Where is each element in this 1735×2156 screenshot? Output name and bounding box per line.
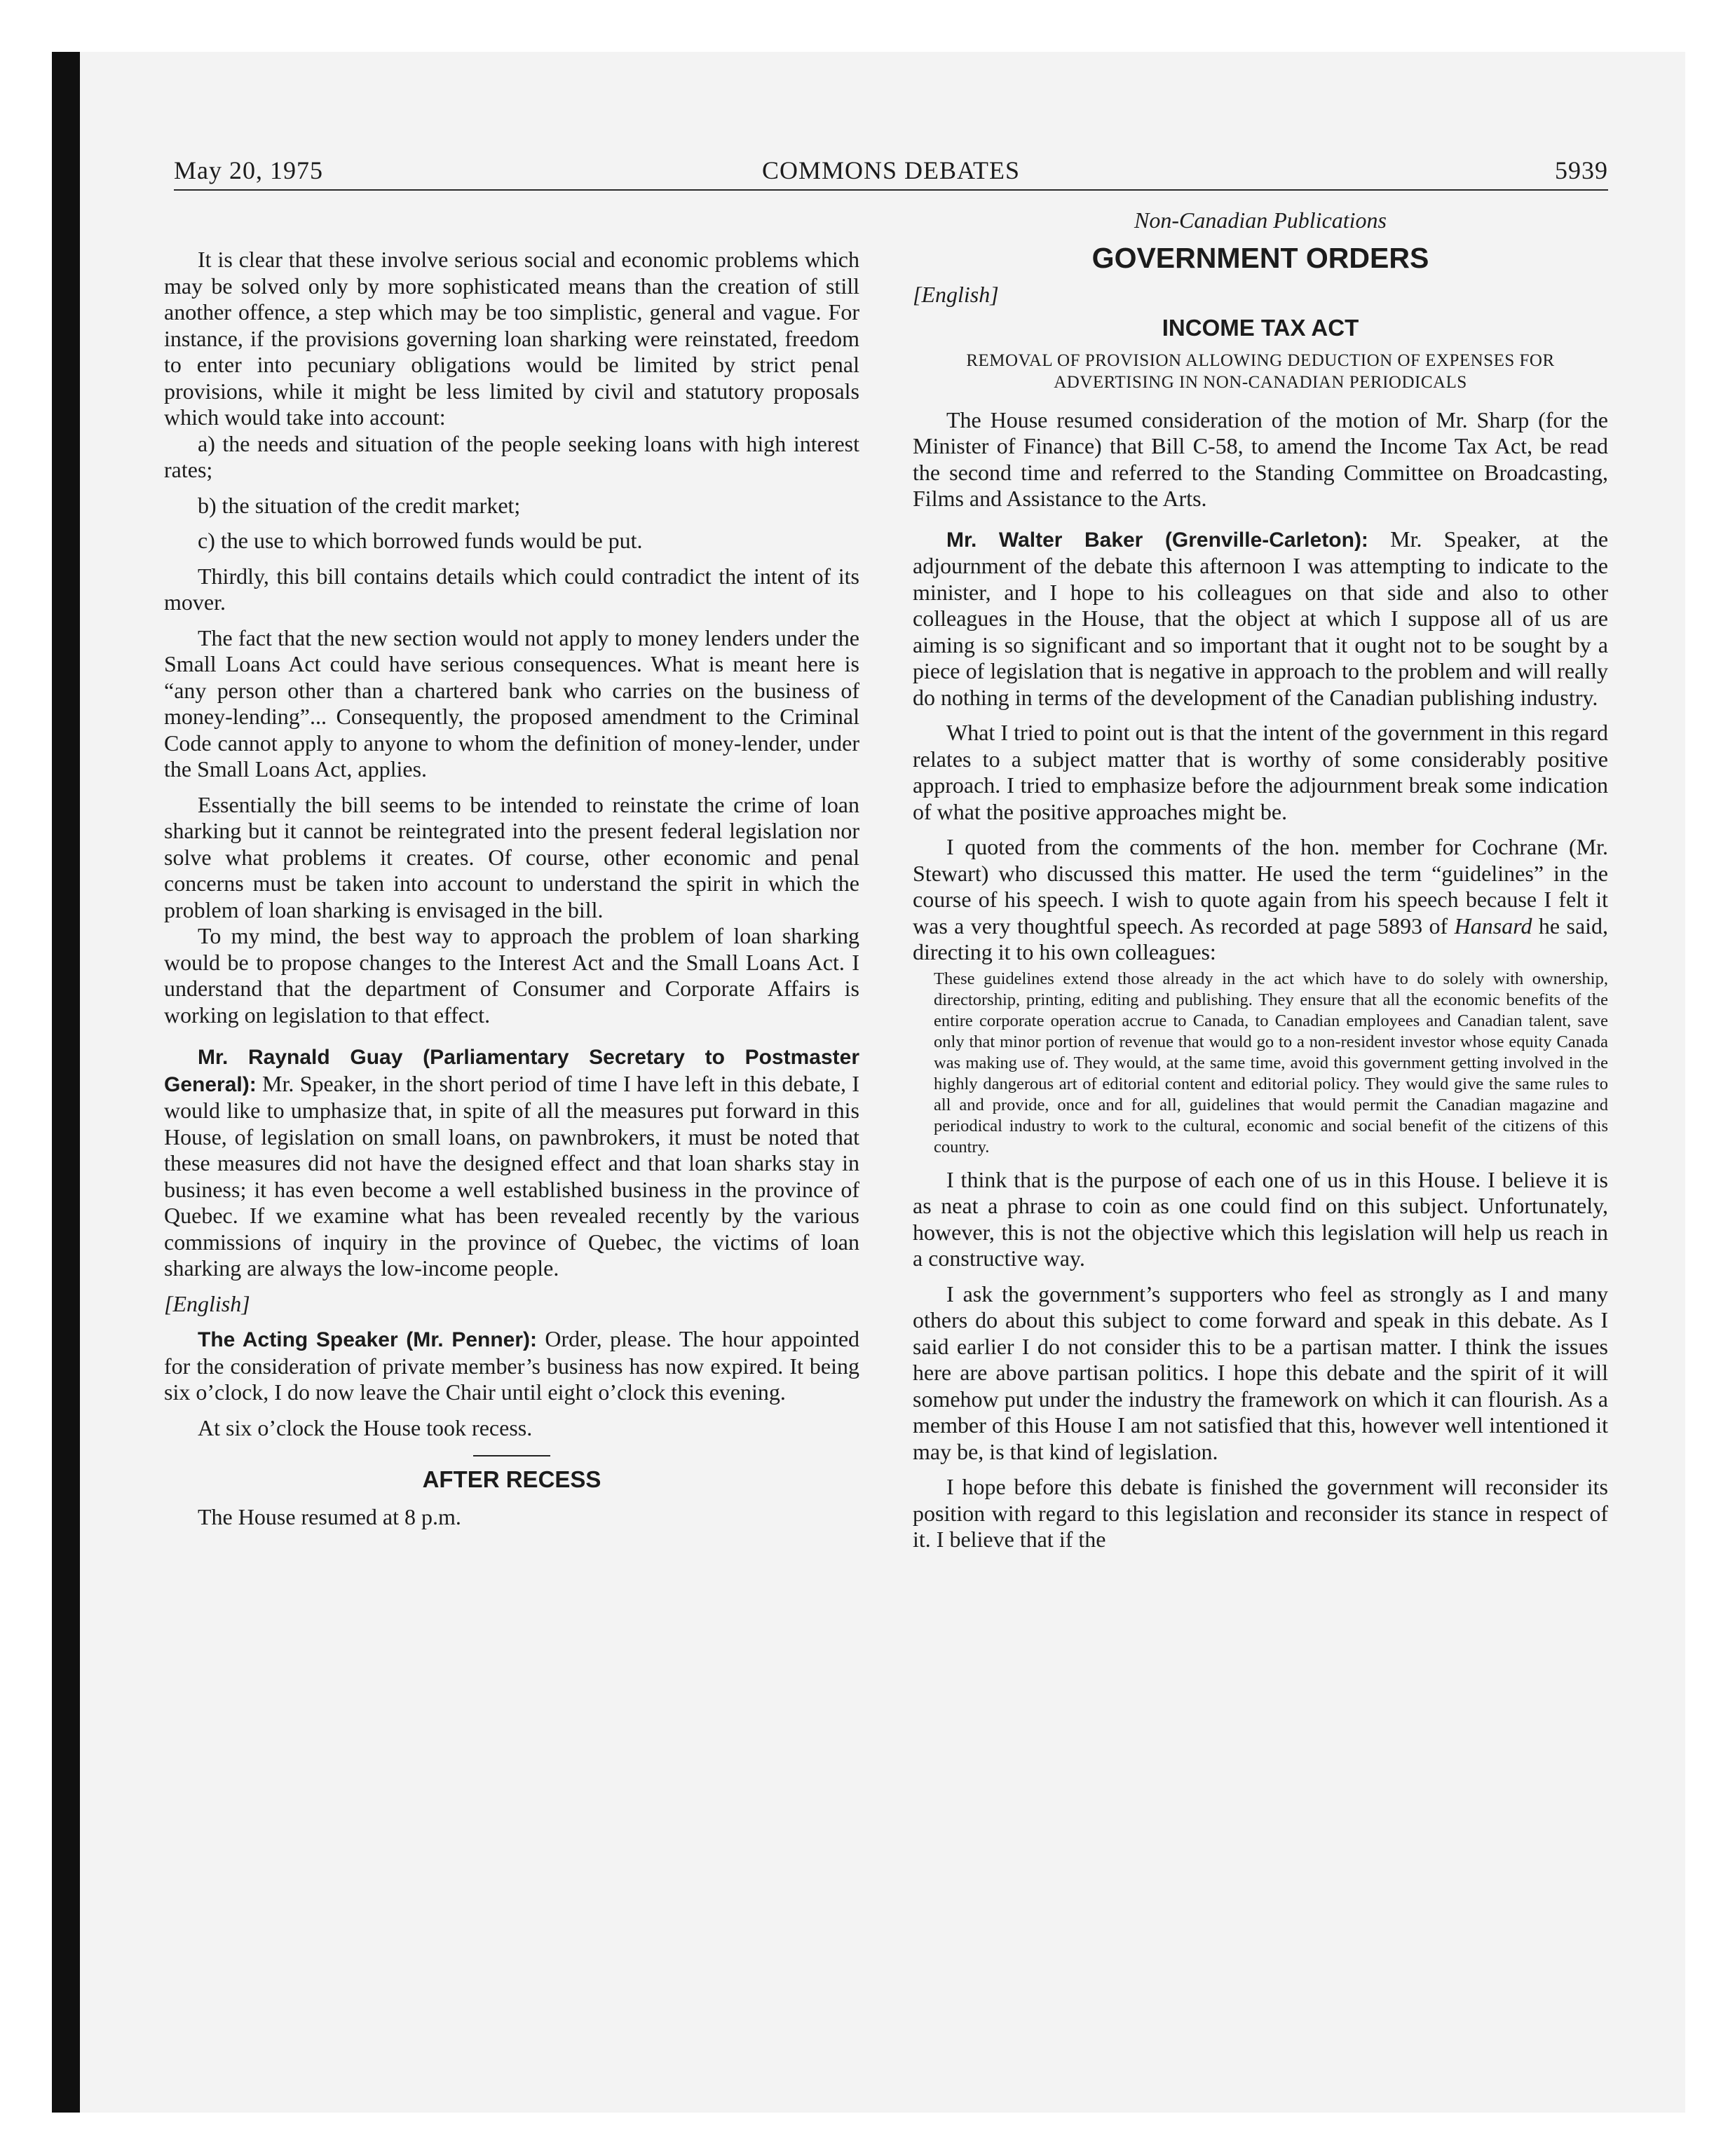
paragraph: I think that is the purpose of each one of us in this House. I believe it is as neat a phrase to coin as one could find on this subject. Unfortunately, however, this is not the objective which this legislation will help us reach in a constructive way. — [913, 1166, 1608, 1271]
divider — [473, 1455, 550, 1456]
section-heading: AFTER RECESS — [422, 1466, 601, 1492]
paragraph: Thirdly, this bill contains details which could contradict the intent of its mover. — [164, 563, 859, 615]
left-column — [164, 207, 859, 1530]
running-head: Non-Canadian Publications — [1134, 207, 1387, 233]
header-title: COMMONS DEBATES — [761, 156, 1021, 184]
paragraph: What I tried to point out is that the intent of the government in this regard relates to a subject matter that is worthy of some considerably positive approach. I tried to emphasize before the adjournment break some indication of what the positive approaches might be. — [913, 720, 1608, 824]
speaker-name: The Acting Speaker (Mr. Penner): — [198, 1328, 538, 1351]
paragraph: I hope before this debate is finished the government will reconsider its position with regard to this legislation and reconsider its stance in respect of it. I believe that if the — [913, 1474, 1608, 1552]
paragraph: I ask the government’s supporters who feel as strongly as I and many others do about this subject to come forward and speak in this debate. As I said earlier I do not consider this to be a partisan matter. I think the issues here are above partisan politics. I hope this debate and the spirit of it will somehow put under the industry the framework on which it can flourish. As a member of this House I am not satisfied that this, however well intentioned it may be, is that kind of legislation. — [913, 1281, 1608, 1464]
speech-text: Order, please. The hour appointed for the consideration of private member’s business has now expired. It being six o’clock, I do now leave the Chair until eight o’clock this evening. — [164, 1326, 860, 1405]
header-page-number: 5939 — [1555, 156, 1608, 184]
speech-guay — [164, 1044, 859, 1282]
paragraph: It is clear that these involve serious social and economic problems which may be solved only by more sophisticated means than the creation of still another offence, a step which may be too simplistic, general and vague. For instance, if the provisions governing loan sharking were reinstated, freedom to enter into pecuniary obligations would be limited by strict penal provisions, while it might be less limited by civil and statutory proposals which would take into account: — [164, 247, 859, 430]
right-column — [913, 207, 1608, 1553]
speech-text: Mr. Speaker, at the adjournment of the debate this afternoon I was attempting to indicate to the minister, and I hope to his colleagues on that side and also to other colleagues in the House, that the object at which I suppose all of us are aiming is so significant and so important that it ought not to be sought by a piece of legislation that is negative in approach to the problem and will really do nothing in terms of the development of the Canadian publishing industry. — [913, 526, 1609, 710]
block-quote: These guidelines extend those already in the act which have to do solely with ownership, directorship, printing, editing and publishing. They ensure that all the economic benefits of the entire corporate operation accrue to Canada, to Canadian employees and Canadian talent, save only that minor portion of revenue that would go to a non-resident investor whose equity Canada was making use of. They would, at the same time, avoid this government getting involved in the highly dangerous art of editorial content and editorial policy. They would give the same rules to all and provide, once and for all, guidelines that would permit the Canadian magazine and periodical industry to work to the cultural, economic and social benefit of the citizens of this country. — [934, 969, 1608, 1157]
header-date: May 20, 1975 — [174, 156, 323, 184]
language-marker: [English] — [164, 1290, 250, 1316]
list-item: a) the needs and situation of the people seeking loans with high interest rates; — [164, 430, 859, 482]
act-heading: INCOME TAX ACT — [1162, 315, 1359, 341]
paragraph: At six o’clock the House took recess. — [198, 1414, 533, 1440]
speaker-name: Mr. Walter Baker (Grenville-Carleton): — [946, 528, 1368, 552]
list-item: b) the situation of the credit market; — [198, 492, 521, 518]
paragraph — [913, 834, 1608, 966]
page-header — [174, 150, 1608, 191]
speech-text: Mr. Speaker, in the short period of time I have left in this debate, I would like to umphasize that, in spite of all the measures put forward in this House, of legislation on small loans, on pawnbrokers, it must be noted that these measures did not have the designed effect and that loan sharks stay in business; it has even become a well established business in the province of Quebec. If we examine what has been revealed recently by the various commissions of inquiry in the province of Quebec, the victims of loan sharking are always the low-income people. — [164, 1070, 860, 1281]
list-item: c) the use to which borrowed funds would be put. — [198, 528, 643, 553]
paragraph: Essentially the bill seems to be intended to reinstate the crime of loan sharking but it cannot be reintegrated into the present federal legislation nor solve what problems it creates. Of course, other economic and penal concerns must be taken into account to understand the spirit in which the problem of loan sharking is envisaged in the bill. — [164, 791, 859, 922]
speech-baker — [913, 526, 1608, 711]
paragraph: The fact that the new section would not apply to money lenders under the Small Loans Act could have serious consequences. What is meant here is “any person other than a chartered bank who carries on the business of money-lending”... Consequently, the proposed amendment to the Criminal Code cannot apply to anyone to whom the definition of money-lender, under the Small Loans Act, applies. — [164, 625, 859, 782]
subject-heading: REMOVAL OF PROVISION ALLOWING DEDUCTION OF EXPENSES FOR ADVERTISING IN NON-CANADIAN PERIODICALS — [966, 350, 1555, 392]
language-marker: [English] — [913, 281, 999, 307]
paragraph-text: he said, directing it to his own colleagues: — [913, 913, 1609, 964]
paragraph: The House resumed at 8 p.m. — [198, 1503, 461, 1529]
binding-edge — [52, 52, 80, 2113]
speaker-name: Mr. Raynald Guay (Parliamentary Secretary to Postmaster General): — [164, 1046, 859, 1096]
speech-penner — [164, 1326, 859, 1406]
hansard-reference: Hansard — [1454, 913, 1532, 939]
paragraph: The House resumed consideration of the motion of Mr. Sharp (for the Minister of Finance) that Bill C-58, to amend the Income Tax Act, be read the second time and referred to the Standing Committee on Broadcasting, Films and Assistance to the Arts. — [913, 407, 1608, 511]
paragraph: To my mind, the best way to approach the problem of loan sharking would be to propose changes to the Interest Act and the Small Loans Act. I understand that the department of Consumer and Corporate Affairs is working on legislation to that effect. — [164, 923, 859, 1028]
section-heading: GOVERNMENT ORDERS — [1091, 241, 1429, 274]
paragraph-text: I quoted from the comments of the hon. member for Cochrane (Mr. Stewart) who discussed this matter. He used the term “guidelines” in the course of his speech. I wish to quote again from his speech because I felt it was a very thoughtful speech. As recorded at page 5893 of — [913, 834, 1608, 939]
